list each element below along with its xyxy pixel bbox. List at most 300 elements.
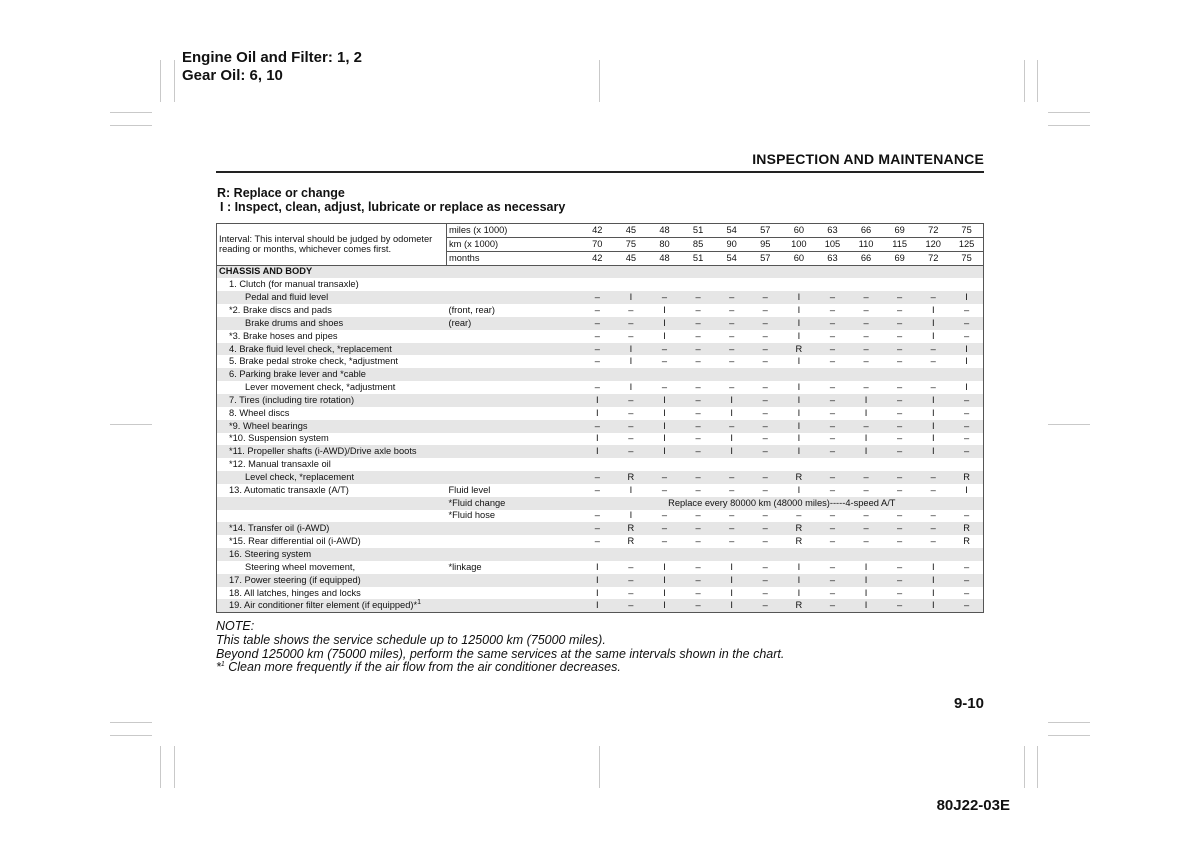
item-label <box>217 599 447 612</box>
km-value: 70 <box>581 237 615 251</box>
schedule-cell <box>748 368 782 381</box>
schedule-cell: – <box>748 471 782 484</box>
note-line3-mark: * <box>216 660 221 675</box>
title-rule <box>216 171 984 173</box>
schedule-cell: I <box>614 291 648 304</box>
maintenance-schedule-table <box>216 223 984 613</box>
schedule-cell: I <box>931 587 935 598</box>
schedule-cell: R <box>963 536 970 547</box>
schedule-cell: – <box>661 510 668 521</box>
schedule-cell <box>849 458 883 471</box>
schedule-cell: – <box>661 536 668 547</box>
crop-mark <box>1048 424 1090 425</box>
schedule-cell <box>816 278 850 291</box>
miles-value: 72 <box>916 224 950 238</box>
schedule-cell <box>581 548 615 561</box>
note-title: NOTE: <box>216 619 255 633</box>
item-condition <box>447 548 581 561</box>
item-label-text: 1. Clutch (for manual transaxle) <box>229 279 359 290</box>
schedule-cell: R <box>782 471 816 484</box>
schedule-cell: – <box>950 394 984 407</box>
schedule-cell: – <box>816 291 850 304</box>
schedule-cell: – <box>715 291 749 304</box>
miles-value: 75 <box>950 224 984 238</box>
schedule-cell: – <box>897 356 903 367</box>
schedule-cell: – <box>897 304 903 315</box>
schedule-cell: – <box>681 445 715 458</box>
item-condition <box>447 407 581 420</box>
months-value: 51 <box>681 251 715 265</box>
schedule-cell: – <box>748 394 782 407</box>
schedule-cell <box>614 278 648 291</box>
schedule-cell: – <box>916 291 950 304</box>
months-value: 66 <box>849 251 883 265</box>
schedule-cell: – <box>849 522 883 535</box>
km-value: 95 <box>748 237 782 251</box>
crop-mark <box>160 60 161 102</box>
schedule-cell: I <box>797 484 801 495</box>
schedule-cell: – <box>816 522 850 535</box>
table-row <box>217 484 984 497</box>
schedule-cell: – <box>829 536 836 547</box>
schedule-cell: – <box>581 291 615 304</box>
schedule-cell: – <box>916 471 950 484</box>
item-label-text: 4. Brake fluid level check, *replacement <box>229 343 392 354</box>
schedule-cell: – <box>762 536 768 547</box>
schedule-cell: – <box>648 343 682 356</box>
schedule-cell: – <box>681 343 715 356</box>
table-row <box>217 407 984 420</box>
schedule-cell: – <box>594 484 600 495</box>
schedule-cell: I <box>931 407 935 418</box>
item-label-text: 5. Brake pedal stroke check, *adjustment <box>229 356 398 367</box>
schedule-cell: – <box>748 599 782 612</box>
schedule-cell: – <box>829 484 836 495</box>
table-row <box>217 561 984 574</box>
note-line3-sup: 1 <box>220 661 225 669</box>
item-label <box>217 471 447 484</box>
item-condition <box>447 291 581 304</box>
item-condition: (front, rear) <box>448 304 495 315</box>
schedule-cell: – <box>695 484 701 495</box>
item-label-text: 7. Tires (including tire rotation) <box>229 394 355 405</box>
schedule-cell: – <box>762 433 768 444</box>
schedule-cell: I <box>931 304 935 315</box>
crop-mark <box>1037 746 1038 788</box>
item-condition <box>447 574 581 587</box>
schedule-cell: – <box>963 433 970 444</box>
schedule-cell: – <box>863 484 869 495</box>
item-label-text: Pedal and fluid level <box>245 292 329 303</box>
legend <box>217 186 565 214</box>
item-label <box>217 497 447 510</box>
schedule-cell: – <box>816 420 850 433</box>
schedule-cell: I <box>849 445 883 458</box>
note-line2: Beyond 125000 km (75000 miles), perform the same services at the same intervals shown in the chart. <box>216 646 785 661</box>
item-label-text: 13. Automatic transaxle (A/T) <box>229 484 349 495</box>
schedule-cell: R <box>782 522 816 535</box>
schedule-cell: – <box>816 394 850 407</box>
schedule-cell: I <box>849 574 883 587</box>
schedule-cell <box>950 278 984 291</box>
note-line3 <box>216 661 784 675</box>
schedule-cell: – <box>762 304 768 315</box>
schedule-cell <box>916 548 950 561</box>
months-value: 69 <box>883 251 917 265</box>
schedule-cell: – <box>681 394 715 407</box>
schedule-cell: – <box>883 574 917 587</box>
schedule-cell: – <box>715 420 749 433</box>
item-condition <box>447 458 581 471</box>
schedule-cell: – <box>581 343 615 356</box>
item-label-text: 18. All latches, hinges and locks <box>229 587 361 598</box>
schedule-cell: – <box>883 471 917 484</box>
schedule-cell <box>816 458 850 471</box>
schedule-cell: – <box>816 343 850 356</box>
item-label-text: 17. Power steering (if equipped) <box>229 574 361 585</box>
item-label <box>217 522 447 535</box>
schedule-cell: – <box>748 522 782 535</box>
table-row <box>217 471 984 484</box>
schedule-cell: – <box>883 317 917 330</box>
table-row <box>217 291 984 304</box>
schedule-cell <box>883 548 917 561</box>
schedule-cell: I <box>797 587 801 598</box>
schedule-cell: – <box>849 471 883 484</box>
schedule-cell: R <box>627 536 635 547</box>
schedule-cell: – <box>614 394 648 407</box>
schedule-cell: I <box>581 445 615 458</box>
schedule-cell: – <box>762 356 768 367</box>
item-label <box>217 510 447 523</box>
schedule-cell: – <box>816 599 850 612</box>
item-label <box>217 291 447 304</box>
schedule-cell: – <box>883 445 917 458</box>
category-label: CHASSIS AND BODY <box>217 265 984 278</box>
schedule-cell: I <box>596 433 599 444</box>
table-row <box>217 497 984 510</box>
schedule-cell: – <box>628 587 634 598</box>
schedule-cell: – <box>581 471 615 484</box>
item-label-text: 16. Steering system <box>229 549 312 560</box>
schedule-cell: I <box>797 433 801 444</box>
schedule-cell: R <box>795 536 803 547</box>
crop-mark <box>160 746 161 788</box>
schedule-cell <box>681 278 715 291</box>
schedule-cell <box>916 368 950 381</box>
schedule-cell <box>648 458 682 471</box>
table-row <box>217 574 984 587</box>
merged-note: Replace every 80000 km (48000 miles)-----4-speed A/T <box>581 497 984 510</box>
table-row <box>217 381 984 394</box>
schedule-cell: – <box>950 599 984 612</box>
schedule-cell: R <box>950 471 984 484</box>
item-label-text: *10. Suspension system <box>229 433 329 444</box>
schedule-cell: – <box>816 574 850 587</box>
km-value: 75 <box>614 237 648 251</box>
schedule-cell <box>748 278 782 291</box>
crop-mark <box>1048 112 1090 113</box>
schedule-cell: I <box>782 420 816 433</box>
schedule-cell: – <box>762 407 768 418</box>
schedule-cell <box>782 548 816 561</box>
schedule-cell: – <box>695 356 701 367</box>
schedule-cell: I <box>797 304 801 315</box>
schedule-cell: – <box>594 536 600 547</box>
schedule-cell: I <box>715 445 749 458</box>
schedule-cell: – <box>695 304 701 315</box>
schedule-cell: I <box>715 599 749 612</box>
schedule-cell: – <box>748 420 782 433</box>
schedule-cell: – <box>581 317 615 330</box>
schedule-cell: I <box>648 317 682 330</box>
table-row <box>217 548 984 561</box>
schedule-cell: – <box>963 330 970 341</box>
note-line1: This table shows the service schedule up to 125000 km (75000 miles). <box>216 632 606 647</box>
schedule-cell: – <box>614 317 648 330</box>
schedule-cell: – <box>594 382 600 393</box>
table-row <box>217 510 984 523</box>
schedule-cell: I <box>782 574 816 587</box>
schedule-cell: – <box>829 356 836 367</box>
schedule-cell: – <box>748 343 782 356</box>
item-label <box>217 458 447 471</box>
schedule-cell: I <box>648 445 682 458</box>
item-label <box>217 278 447 291</box>
crop-mark <box>110 125 152 126</box>
schedule-cell: – <box>863 304 869 315</box>
months-value: 42 <box>581 251 615 265</box>
months-value: 57 <box>748 251 782 265</box>
schedule-cell: I <box>663 587 666 598</box>
item-condition <box>447 343 581 356</box>
schedule-cell: I <box>663 304 666 315</box>
item-label-text: *12. Manual transaxle oil <box>229 459 331 470</box>
miles-value: 60 <box>782 224 816 238</box>
schedule-cell: I <box>730 561 733 572</box>
item-label <box>217 368 447 381</box>
months-value: 75 <box>950 251 984 265</box>
header-note-line1: Engine Oil and Filter: 1, 2 <box>182 49 363 66</box>
schedule-cell: – <box>963 561 970 572</box>
schedule-cell: – <box>594 330 600 341</box>
schedule-cell: I <box>950 343 984 356</box>
schedule-cell: – <box>729 510 735 521</box>
schedule-cell: – <box>614 420 648 433</box>
schedule-cell: I <box>648 574 682 587</box>
schedule-cell: R <box>782 599 816 612</box>
km-value: 105 <box>816 237 850 251</box>
schedule-cell: R <box>950 522 984 535</box>
schedule-cell: I <box>596 407 599 418</box>
km-value: 85 <box>681 237 715 251</box>
schedule-cell: – <box>729 536 735 547</box>
miles-value: 45 <box>614 224 648 238</box>
schedule-cell: I <box>950 291 984 304</box>
schedule-cell <box>916 458 950 471</box>
schedule-cell: – <box>863 330 869 341</box>
item-label <box>217 304 447 317</box>
miles-value: 63 <box>816 224 850 238</box>
schedule-cell: – <box>950 574 984 587</box>
item-label-text: 19. Air conditioner filter element (if equipped)* <box>229 600 418 611</box>
crop-mark <box>599 746 600 788</box>
schedule-cell: – <box>796 510 802 521</box>
schedule-cell: – <box>816 445 850 458</box>
item-condition <box>447 445 581 458</box>
schedule-cell: – <box>614 599 648 612</box>
schedule-cell: – <box>628 407 634 418</box>
schedule-cell: – <box>661 356 668 367</box>
table-row <box>217 317 984 330</box>
schedule-cell: I <box>629 356 633 367</box>
table-row <box>217 394 984 407</box>
schedule-cell: I <box>931 433 935 444</box>
crop-mark <box>110 722 152 723</box>
crop-mark <box>110 112 152 113</box>
schedule-cell <box>614 458 648 471</box>
schedule-cell <box>782 278 816 291</box>
months-value: 48 <box>648 251 682 265</box>
schedule-cell: – <box>963 510 970 521</box>
schedule-cell: – <box>628 304 634 315</box>
schedule-cell <box>916 278 950 291</box>
item-label-text: *9. Wheel bearings <box>229 420 308 431</box>
item-label-sup: 1 <box>417 599 422 607</box>
schedule-cell: – <box>762 382 768 393</box>
miles-value: 57 <box>748 224 782 238</box>
schedule-cell: – <box>628 561 634 572</box>
item-condition <box>447 381 581 394</box>
schedule-cell: I <box>782 317 816 330</box>
months-value: 54 <box>715 251 749 265</box>
months-value: 63 <box>816 251 850 265</box>
item-label-text: *11. Propeller shafts (i-AWD)/Drive axle boots <box>229 446 417 457</box>
schedule-cell: I <box>864 587 868 598</box>
schedule-cell <box>614 368 648 381</box>
schedule-cell: – <box>897 587 903 598</box>
item-label-text: Brake drums and shoes <box>245 317 344 328</box>
schedule-cell: – <box>849 317 883 330</box>
schedule-cell <box>648 548 682 561</box>
schedule-cell: I <box>849 599 883 612</box>
item-condition <box>447 330 581 343</box>
item-label <box>217 330 447 343</box>
schedule-cell: – <box>829 587 836 598</box>
schedule-cell: – <box>863 510 869 521</box>
schedule-cell: – <box>729 330 735 341</box>
schedule-cell: – <box>762 484 768 495</box>
table-row <box>217 599 984 612</box>
km-value: 90 <box>715 237 749 251</box>
item-label <box>217 587 447 600</box>
item-condition <box>447 522 581 535</box>
item-condition: Fluid level <box>448 484 491 495</box>
schedule-cell <box>614 548 648 561</box>
item-label <box>217 484 447 497</box>
schedule-cell: – <box>661 382 668 393</box>
schedule-cell: I <box>782 291 816 304</box>
item-label <box>217 381 447 394</box>
schedule-cell: – <box>648 522 682 535</box>
schedule-cell <box>816 548 850 561</box>
schedule-cell: – <box>695 536 701 547</box>
schedule-cell: – <box>897 510 903 521</box>
schedule-cell: I <box>715 394 749 407</box>
item-condition <box>447 420 581 433</box>
table-row <box>217 458 984 471</box>
schedule-cell: – <box>829 407 836 418</box>
schedule-cell: I <box>849 394 883 407</box>
miles-value: 69 <box>883 224 917 238</box>
schedule-cell <box>849 278 883 291</box>
document-code: 80J22-03E <box>936 797 1010 814</box>
item-label <box>217 561 447 574</box>
schedule-cell: – <box>950 317 984 330</box>
schedule-cell: – <box>930 356 936 367</box>
schedule-cell <box>883 278 917 291</box>
table-row <box>217 343 984 356</box>
schedule-cell: – <box>715 317 749 330</box>
table-row <box>217 522 984 535</box>
item-label <box>217 574 447 587</box>
schedule-cell: – <box>762 561 768 572</box>
item-label <box>217 317 447 330</box>
schedule-cell: I <box>931 561 935 572</box>
item-label <box>217 355 447 368</box>
schedule-cell: I <box>663 561 666 572</box>
schedule-cell: I <box>663 330 666 341</box>
crop-mark <box>1048 125 1090 126</box>
table-row <box>217 330 984 343</box>
table-row <box>217 278 984 291</box>
schedule-cell: – <box>681 317 715 330</box>
schedule-cell: I <box>648 599 682 612</box>
schedule-cell: – <box>950 445 984 458</box>
schedule-cell: I <box>797 561 801 572</box>
schedule-cell: – <box>681 522 715 535</box>
item-condition <box>447 535 581 548</box>
crop-mark <box>110 735 152 736</box>
months-value: 60 <box>782 251 816 265</box>
schedule-cell: – <box>829 382 836 393</box>
schedule-cell <box>681 548 715 561</box>
schedule-cell: – <box>930 484 936 495</box>
table-row <box>217 433 984 446</box>
schedule-cell <box>681 368 715 381</box>
schedule-cell: I <box>648 394 682 407</box>
legend-replace: R: Replace or change <box>217 186 345 200</box>
schedule-cell: – <box>930 382 936 393</box>
schedule-cell: I <box>864 561 868 572</box>
schedule-cell: I <box>797 382 801 393</box>
schedule-cell: I <box>797 330 801 341</box>
miles-value: 42 <box>581 224 615 238</box>
schedule-cell <box>581 368 615 381</box>
item-condition <box>447 278 581 291</box>
schedule-cell: I <box>581 599 615 612</box>
schedule-cell: – <box>916 522 950 535</box>
schedule-cell <box>849 368 883 381</box>
unit-label: km (x 1000) <box>447 237 581 251</box>
item-condition <box>447 394 581 407</box>
schedule-cell: – <box>681 599 715 612</box>
schedule-cell <box>581 458 615 471</box>
item-label <box>217 343 447 356</box>
schedule-cell <box>715 458 749 471</box>
legend-inspect: I : Inspect, clean, adjust, lubricate or replace as necessary <box>220 200 566 214</box>
schedule-cell: – <box>916 343 950 356</box>
